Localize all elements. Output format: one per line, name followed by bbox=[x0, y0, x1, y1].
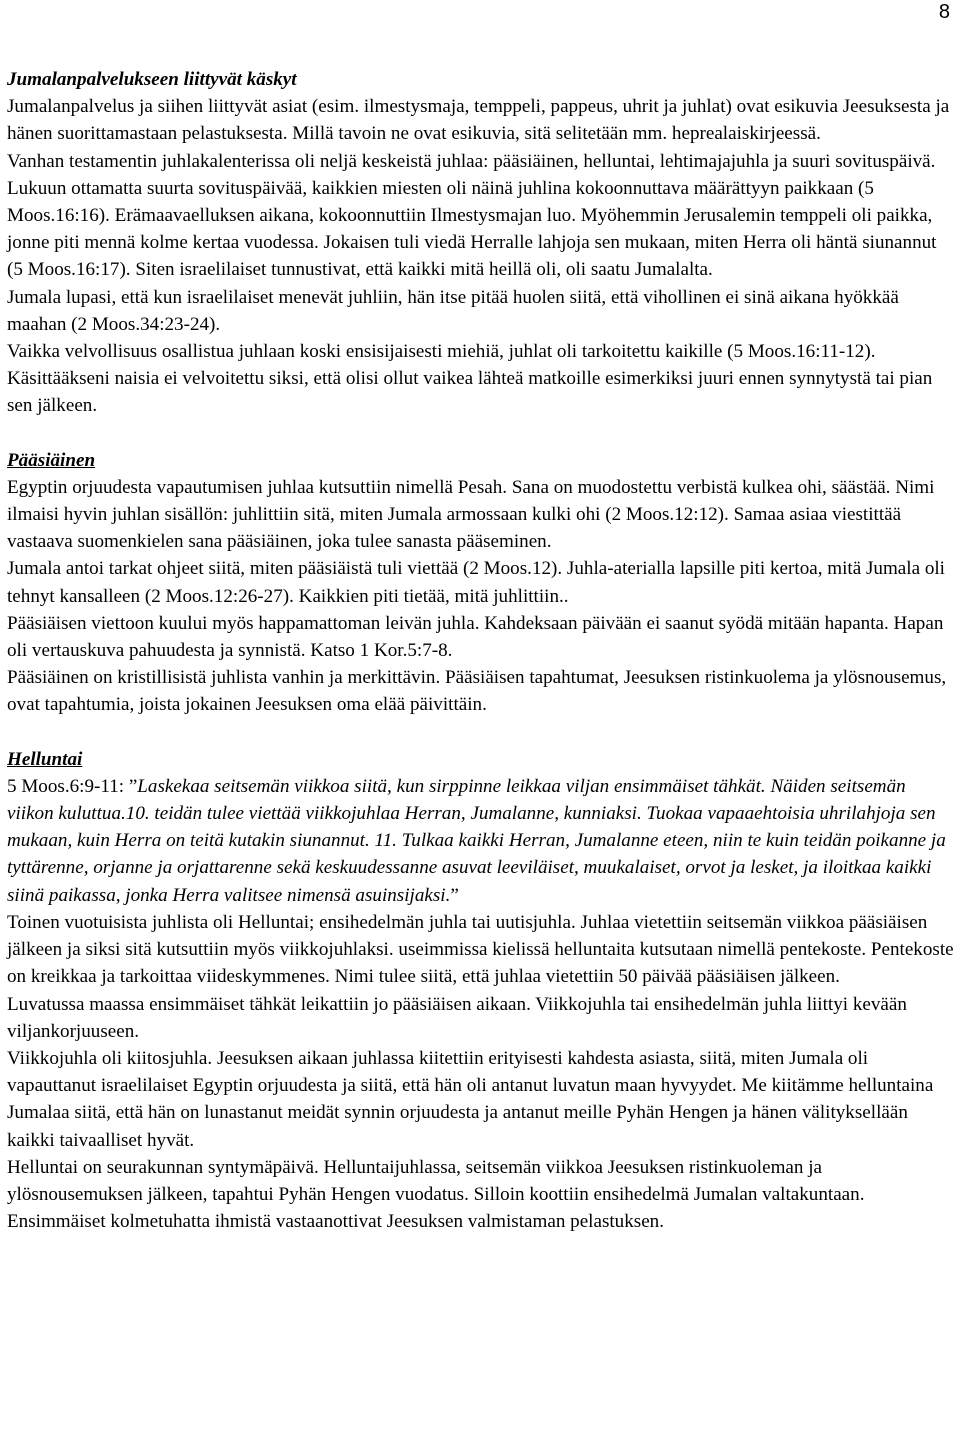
section-heading-helluntai: Helluntai bbox=[7, 748, 83, 770]
paragraph: Pääsiäisen viettoon kuului myös happamattoman leivän juhla. Kahdeksaan päivään ei saanut syödä mitään hapanta. Hapan oli vertauskuva pahuudesta ja synnistä. Katso 1 Kor.5:7-8. bbox=[7, 612, 944, 662]
paragraph: Egyptin orjuudesta vapautumisen juhlaa kutsuttiin nimellä Pesah. Sana on muodostettu verbistä kulkea ohi, säästää. Nimi ilmaisi hyvin juhlan sisällön: juhlittiin sitä, miten Jumala armossaan kulki ohi (2 Moos.12:12). Samaa asiaa viestittää vastaava suomenkielen sana pääsiäinen, joka tulee sanasta pääseminen. bbox=[7, 476, 935, 553]
paragraph: Viikkojuhla oli kiitosjuhla. Jeesuksen aikaan juhlassa kiitettiin erityisesti kahdesta asiasta, siitä, miten Jumala oli vapauttanut israelilaiset Egyptin orjuudesta ja siitä, että hän oli antanut luvatun maan hyvyydet. Me kiitämme helluntaina Jumalaa siitä, että hän on lunastanut meidät synnin orjuudesta ja antanut meille Pyhän Hengen ja hänen välityksellään kaikki taivaalliset hyvät. bbox=[7, 1047, 934, 1151]
quote-reference: 5 Moos.6:9-11: ” bbox=[7, 775, 138, 797]
document-body bbox=[7, 66, 957, 1235]
paragraph: Jumala antoi tarkat ohjeet siitä, miten pääsiäistä tuli viettää (2 Moos.12). Juhla-aterialla lapsille piti kertoa, mitä Jumala oli tehnyt kansalleen (2 Moos.12:26-27). Kaikkien piti tietää, mitä juhlittiin.. bbox=[7, 558, 945, 607]
section-heading-jumalanpalvelus: Jumalanpalvelukseen liittyvät käskyt bbox=[7, 69, 297, 90]
paragraph: Vanhan testamentin juhlakalenterissa oli neljä keskeistä juhlaa: pääsiäinen, helluntai, lehtimajajuhla ja suuri sovituspäivä. Lukuun ottamatta suurta sovituspäivää, kaikkien miesten oli näinä juhlina kokoonnuttava määrättyyn paikkaan (5 Moos.16:16). Erämaavaelluksen aikana, kokoonnuttiin Ilmestysmajan luo. Myöhemmin Jerusalemin temppeli oli paikka, jonne piti mennä kolme kertaa vuodessa. Jokaisen tuli viedä Herralle lahjoja sen mukaan, miten Herra oli häntä siunannut (5 Moos.16:17). Siten israelilaiset tunnustivat, että kaikki mitä heillä oli, oli saatu Jumalalta. bbox=[7, 150, 937, 281]
paragraph: Luvatussa maassa ensimmäiset tähkät leikattiin jo pääsiäisen aikaan. Viikkojuhla tai ensihedelmän juhla liittyi kevään viljankorjuuseen. bbox=[7, 993, 907, 1042]
paragraph: Jumala lupasi, että kun israelilaiset menevät juhliin, hän itse pitää huolen siitä, että vihollinen ei sinä aikana hyökkää maahan (2 Moos.34:23-24). bbox=[7, 286, 899, 335]
section-heading-paasiainen: Pääsiäinen bbox=[7, 449, 96, 471]
section-spacer bbox=[7, 420, 957, 447]
paragraph: Pääsiäinen on kristillisistä juhlista vanhin ja merkittävin. Pääsiäisen tapahtumat, Jeesuksen ristinkuolema ja ylösnousemus, ovat tapahtumia, joista jokainen Jeesuksen oma elää päivittäin. bbox=[7, 667, 947, 716]
page-number: 8 bbox=[938, 1, 950, 23]
paragraph: Toinen vuotuisista juhlista oli Helluntai; ensihedelmän juhla tai uutisjuhla. Juhlaa vietettiin seitsemän viikkoa pääsiäisen jälkeen ja siksi sitä kutsuttiin myös viikkojuhlaksi. useimmissa kielissä helluntaita kutsutaan nimellä pentekoste. Pentekoste on kreikkaa ja tarkoittaa viideskymmenes. Nimi tulee siitä, että juhlaa vietettiin 50 päivää pääsiäisen jälkeen. bbox=[7, 911, 954, 988]
paragraph: Helluntai on seurakunnan syntymäpäivä. Helluntaijuhlassa, seitsemän viikkoa Jeesuksen ristinkuoleman ja ylösnousemuksen jälkeen, tapahtui Pyhän Hengen vuodatus. Silloin koottiin ensihedelmä Jumalan valtakuntaan. Ensimmäiset kolmetuhatta ihmistä vastaanottivat Jeesuksen valmistaman pelastuksen. bbox=[7, 1156, 865, 1233]
paragraph: Vaikka velvollisuus osallistua juhlaan koski ensisijaisesti miehiä, juhlat oli tarkoitettu kaikille (5 Moos.16:11-12). Käsittääkseni naisia ei velvoitettu siksi, että olisi ollut vaikea lähteä matkoille esimerkiksi juuri ennen synnytystä tai pian sen jälkeen. bbox=[7, 341, 933, 417]
quote-end: ” bbox=[450, 884, 459, 906]
section-spacer bbox=[7, 719, 957, 746]
paragraph: Jumalanpalvelus ja siihen liittyvät asiat (esim. ilmestysmaja, temppeli, pappeus, uhrit ja juhlat) ovat esikuvia Jeesuksesta ja hänen suorittamastaan pelastuksesta. Millä tavoin ne ovat esikuvia, sitä selitetään mm. heprealaiskirjeessä. bbox=[7, 96, 950, 145]
scripture-quote bbox=[7, 773, 957, 909]
quote-text: Laskekaa seitsemän viikkoa siitä, kun sirppinne leikkaa viljan ensimmäiset tähkät. Näiden seitsemän viikon kuluttua.10. teidän tulee viettää viikkojuhlaa Herran, Jumalanne, kunniaksi. Tuokaa vapaaehtoisia uhrilahjoja sen mukaan, kuin Herra on teitä kutakin siunannut. 11. Tulkaa kaikki Herran, Jumalanne eteen, niin te kuin teidän poikanne ja tyttärenne, orjanne ja orjattarenne sekä keskuudessanne asuvat leeviläiset, muukalaiset, orvot ja lesket, ja iloitkaa kaikki siinä paikassa, jonka Herra valitsee nimensä asuinsijaksi. bbox=[7, 775, 946, 906]
